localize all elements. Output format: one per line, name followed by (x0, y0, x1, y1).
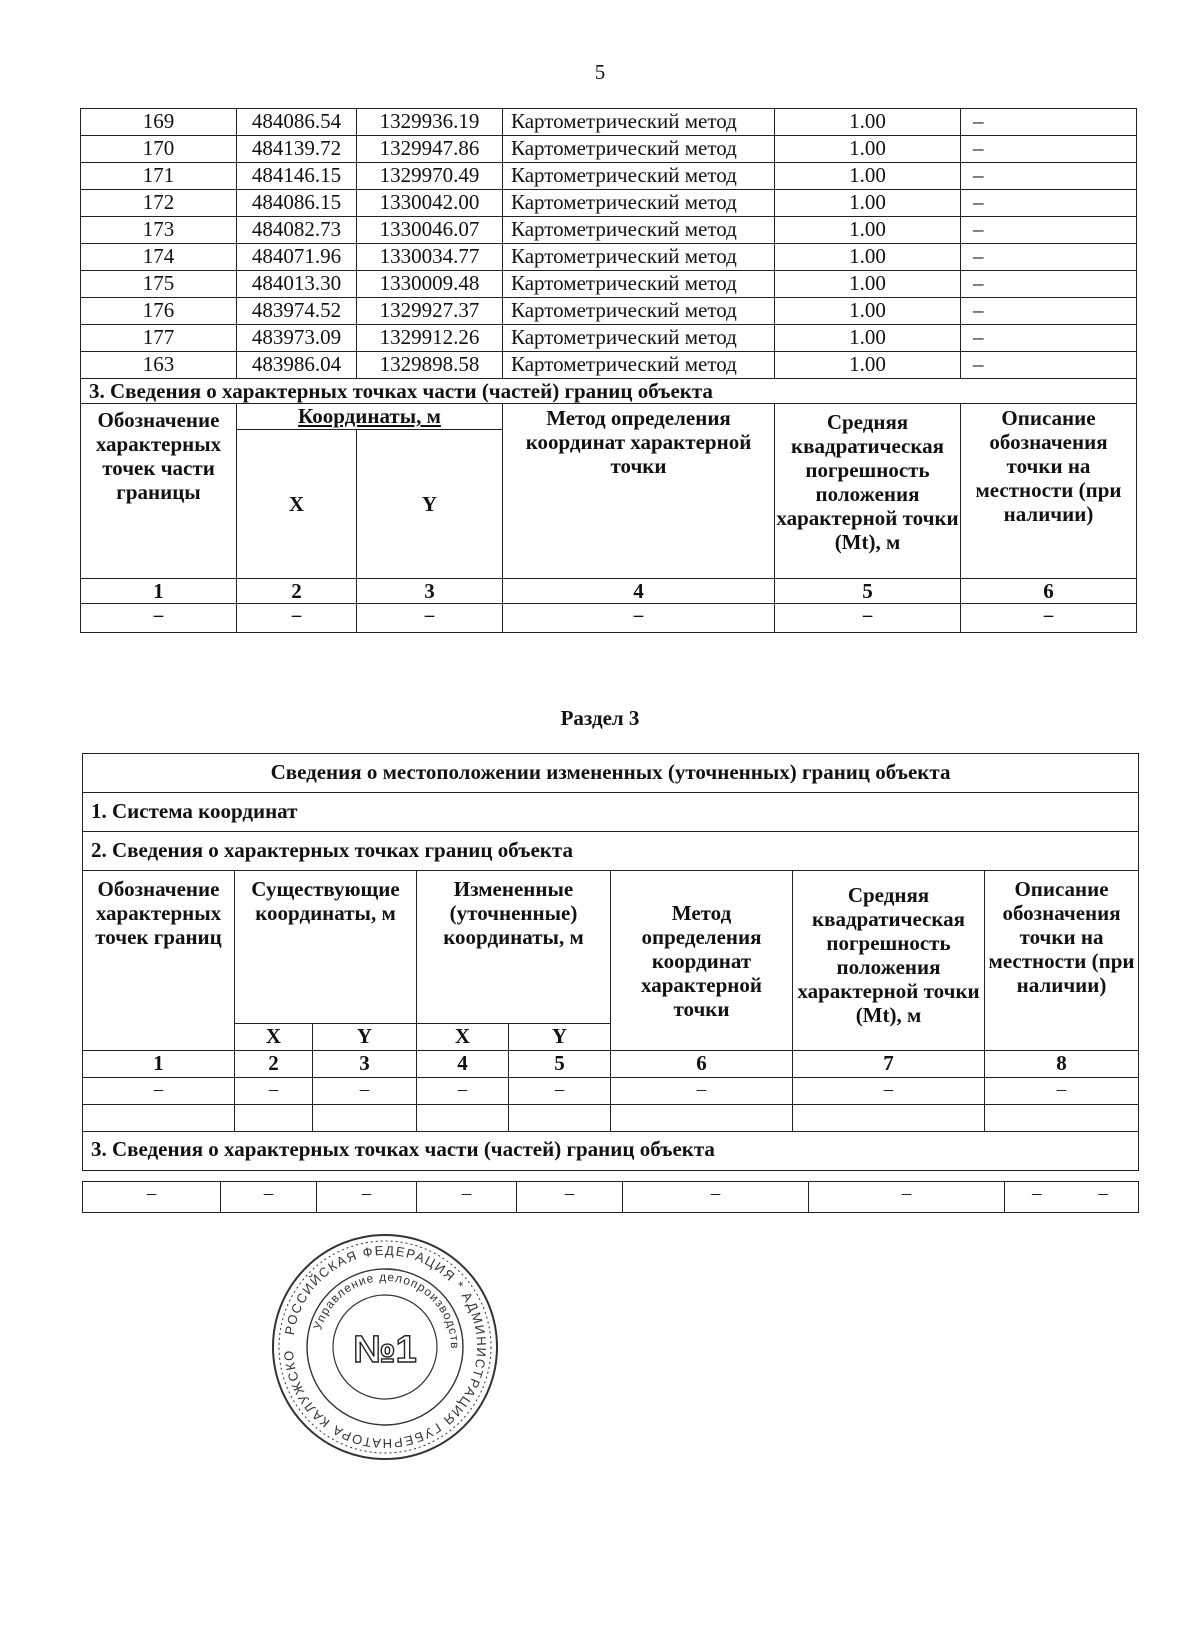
empty-cell: – (317, 1182, 417, 1213)
empty-cell: – (221, 1182, 317, 1213)
col-number: 2 (235, 1051, 313, 1078)
header-method: Метод определения координат характерной точки (611, 871, 793, 1051)
col-number: 2 (237, 579, 357, 604)
cell-point: 169 (81, 109, 237, 136)
cell-point: 171 (81, 163, 237, 190)
col-number: 5 (509, 1051, 611, 1078)
header-coords: Координаты, м (237, 404, 503, 430)
cell-x: 483974.52 (237, 298, 357, 325)
table-row (81, 352, 1137, 379)
table-row (81, 271, 1137, 298)
cell-desc: – (961, 109, 1137, 136)
blank-cell (417, 1105, 509, 1132)
parts-section-title: 3. Сведения о характерных точках части (частей) границ объекта (83, 1132, 1139, 1171)
cell-y: 1329947.86 (357, 136, 503, 163)
boundary-points-table (80, 108, 1137, 633)
cell-method: Картометрический метод (503, 271, 775, 298)
col-number: 8 (985, 1051, 1139, 1078)
cell-error: 1.00 (775, 190, 961, 217)
col-number: 3 (357, 579, 503, 604)
table-row (81, 217, 1137, 244)
cell-y: 1329970.49 (357, 163, 503, 190)
blank-cell (83, 1105, 235, 1132)
col-number: 6 (611, 1051, 793, 1078)
col-number: 3 (313, 1051, 417, 1078)
blank-cell (611, 1105, 793, 1132)
section-title: Раздел 3 (560, 706, 640, 730)
cell-y: 1330034.77 (357, 244, 503, 271)
coord-system-title: 1. Система координат (83, 793, 1139, 832)
cell-y: 1330042.00 (357, 190, 503, 217)
header-x-changed: X (417, 1024, 509, 1051)
cell-point: 174 (81, 244, 237, 271)
cell-method: Картометрический метод (503, 325, 775, 352)
empty-cell: – (417, 1182, 517, 1213)
blank-cell (793, 1105, 985, 1132)
header-y-changed: Y (509, 1024, 611, 1051)
empty-cell: – (793, 1078, 985, 1105)
cell-point: 173 (81, 217, 237, 244)
cell-x: 483973.09 (237, 325, 357, 352)
cell-error: 1.00 (775, 109, 961, 136)
col-number: 5 (775, 579, 961, 604)
col-number: 4 (503, 579, 775, 604)
empty-cell: – (623, 1182, 809, 1213)
table-row (81, 244, 1137, 271)
header-desc: Описание обозначения точки на местности (при наличии) (961, 404, 1137, 579)
cell-desc: – (961, 190, 1137, 217)
empty-cell: – (417, 1078, 509, 1105)
cell-desc: – (961, 325, 1137, 352)
cell-method: Картометрический метод (503, 298, 775, 325)
col-number: 1 (83, 1051, 235, 1078)
parts-dash-table (82, 1181, 1139, 1213)
cell-x: 484082.73 (237, 217, 357, 244)
table-row (81, 298, 1137, 325)
cell-x: 484071.96 (237, 244, 357, 271)
stamp-outer-text: РОССИЙСКАЯ ФЕДЕРАЦИЯ * АДМИНИСТРАЦИЯ ГУБЕРНАТОРА КАЛУЖСКО (280, 1242, 490, 1452)
empty-cell: – (1005, 1182, 1069, 1213)
cell-y: 1330046.07 (357, 217, 503, 244)
changed-boundaries-title: Сведения о местоположении измененных (уточненных) границ объекта (83, 754, 1139, 793)
header-method: Метод определения координат характерной точки (503, 404, 775, 579)
table-row (81, 109, 1137, 136)
empty-cell: – (961, 604, 1137, 633)
table-row (81, 136, 1137, 163)
empty-cell: – (775, 604, 961, 633)
cell-point: 170 (81, 136, 237, 163)
parts-section-title: 3. Сведения о характерных точках части (частей) границ объекта (81, 379, 1137, 404)
empty-cell: – (517, 1182, 623, 1213)
cell-x: 484086.54 (237, 109, 357, 136)
empty-cell: – (809, 1182, 1005, 1213)
cell-desc: – (961, 163, 1137, 190)
header-changed: Измененные (уточненные) координаты, м (417, 871, 611, 1024)
stamp-number: №1 (353, 1329, 417, 1371)
cell-error: 1.00 (775, 352, 961, 379)
header-designation: Обозначение характерных точек границ (83, 871, 235, 1051)
cell-y: 1329912.26 (357, 325, 503, 352)
changed-boundaries-table (82, 753, 1139, 1171)
blank-cell (313, 1105, 417, 1132)
cell-desc: – (961, 244, 1137, 271)
cell-error: 1.00 (775, 163, 961, 190)
cell-method: Картометрический метод (503, 244, 775, 271)
col-number: 4 (417, 1051, 509, 1078)
stamp-inner-text: Управление делопроизводств (310, 1269, 463, 1350)
cell-point: 175 (81, 271, 237, 298)
col-number: 7 (793, 1051, 985, 1078)
cell-error: 1.00 (775, 325, 961, 352)
header-y: Y (357, 429, 503, 578)
cell-error: 1.00 (775, 136, 961, 163)
cell-x: 484013.30 (237, 271, 357, 298)
empty-cell: – (237, 604, 357, 633)
header-designation: Обозначение характерных точек части границы (81, 404, 237, 579)
cell-point: 177 (81, 325, 237, 352)
empty-cell: – (83, 1078, 235, 1105)
blank-cell (985, 1105, 1139, 1132)
header-existing: Существующие координаты, м (235, 871, 417, 1024)
cell-method: Картометрический метод (503, 217, 775, 244)
cell-desc: – (961, 271, 1137, 298)
empty-cell: – (503, 604, 775, 633)
header-desc: Описание обозначения точки на местности (при наличии) (985, 871, 1139, 1051)
cell-point: 176 (81, 298, 237, 325)
header-error: Средняя квадратическая погрешность положения характерной точки (Mt), м (775, 404, 961, 579)
blank-cell (509, 1105, 611, 1132)
cell-point: 163 (81, 352, 237, 379)
cell-y: 1329927.37 (357, 298, 503, 325)
empty-cell: – (83, 1182, 221, 1213)
empty-cell: – (81, 604, 237, 633)
official-stamp (270, 1232, 500, 1462)
empty-cell: – (357, 604, 503, 633)
header-x: X (237, 429, 357, 578)
cell-y: 1329898.58 (357, 352, 503, 379)
empty-cell: – (985, 1078, 1139, 1105)
cell-error: 1.00 (775, 298, 961, 325)
table-row (81, 163, 1137, 190)
cell-error: 1.00 (775, 217, 961, 244)
cell-x: 484146.15 (237, 163, 357, 190)
empty-cell: – (509, 1078, 611, 1105)
cell-method: Картометрический метод (503, 352, 775, 379)
cell-error: 1.00 (775, 271, 961, 298)
cell-point: 172 (81, 190, 237, 217)
cell-x: 483986.04 (237, 352, 357, 379)
header-error: Средняя квадратическая погрешность положения характерной точки (Mt), м (793, 871, 985, 1051)
cell-x: 484139.72 (237, 136, 357, 163)
header-y-existing: Y (313, 1024, 417, 1051)
table-row (81, 190, 1137, 217)
blank-cell (235, 1105, 313, 1132)
table-row (81, 325, 1137, 352)
points-title: 2. Сведения о характерных точках границ объекта (83, 832, 1139, 871)
header-x-existing: X (235, 1024, 313, 1051)
page-number: 5 (594, 60, 606, 84)
cell-x: 484086.15 (237, 190, 357, 217)
cell-desc: – (961, 352, 1137, 379)
col-number: 1 (81, 579, 237, 604)
cell-y: 1329936.19 (357, 109, 503, 136)
cell-y: 1330009.48 (357, 271, 503, 298)
cell-method: Картометрический метод (503, 163, 775, 190)
cell-desc: – (961, 136, 1137, 163)
empty-cell: – (1069, 1182, 1139, 1213)
col-number: 6 (961, 579, 1137, 604)
cell-method: Картометрический метод (503, 136, 775, 163)
empty-cell: – (313, 1078, 417, 1105)
cell-method: Картометрический метод (503, 109, 775, 136)
cell-method: Картометрический метод (503, 190, 775, 217)
empty-cell: – (611, 1078, 793, 1105)
cell-desc: – (961, 217, 1137, 244)
cell-error: 1.00 (775, 244, 961, 271)
empty-cell: – (235, 1078, 313, 1105)
cell-desc: – (961, 298, 1137, 325)
